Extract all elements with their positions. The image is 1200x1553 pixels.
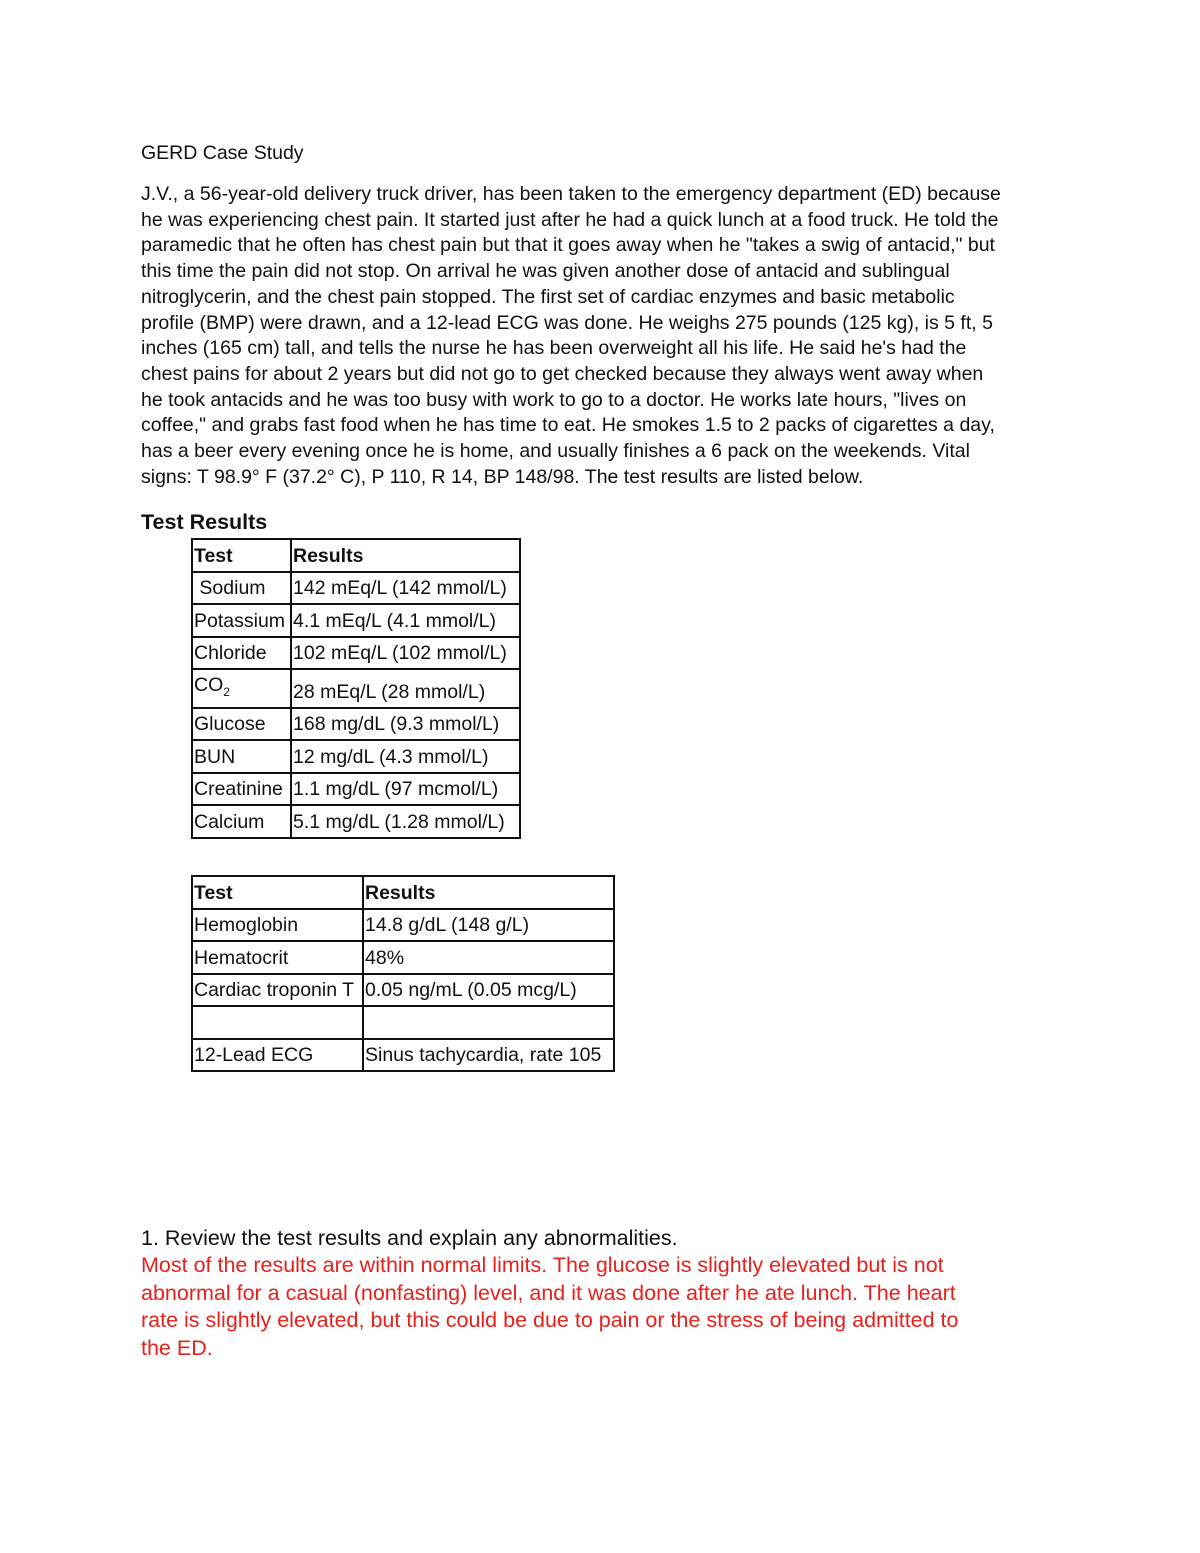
test-name-text: CO bbox=[194, 674, 224, 696]
question-1-prompt: 1. Review the test results and explain any abnormalities. bbox=[141, 1226, 678, 1250]
test-result-cell: 5.1 mg/dL (1.28 mmol/L) bbox=[291, 805, 520, 838]
subscript-text: 2 bbox=[223, 684, 230, 699]
header-results: Results bbox=[363, 876, 614, 909]
answer-line: abnormal for a casual (nonfasting) level, and it was done after he ate lunch. The heart bbox=[141, 1280, 956, 1305]
test-name-cell: Creatinine bbox=[192, 773, 291, 806]
table-header-row bbox=[192, 876, 614, 909]
test-result-cell: 48% bbox=[363, 941, 614, 974]
table-row bbox=[192, 637, 520, 670]
cardiac-hematology-table bbox=[191, 875, 615, 1072]
test-name-cell: BUN bbox=[192, 740, 291, 773]
test-result-cell: 14.8 g/dL (148 g/L) bbox=[363, 909, 614, 942]
case-line: this time the pain did not stop. On arrival he was given another dose of antacid and sublingual bbox=[141, 260, 950, 283]
case-line: signs: T 98.9° F (37.2° C), P 110, R 14, BP 148/98. The test results are listed below. bbox=[141, 465, 864, 488]
case-line: he was experiencing chest pain. It started just after he had a quick lunch at a food truck. He told the bbox=[141, 208, 999, 231]
test-result-cell: 1.1 mg/dL (97 mcmol/L) bbox=[291, 773, 520, 806]
header-test: Test bbox=[192, 539, 291, 572]
test-result-cell: 0.05 ng/mL (0.05 mcg/L) bbox=[363, 974, 614, 1007]
table-row bbox=[192, 572, 520, 605]
table-row bbox=[192, 604, 520, 637]
test-result-cell: 12 mg/dL (4.3 mmol/L) bbox=[291, 740, 520, 773]
test-name-cell: Glucose bbox=[192, 708, 291, 741]
test-name-cell: Cardiac troponin T bbox=[192, 974, 363, 1007]
section-heading-test-results: Test Results bbox=[141, 510, 268, 534]
test-result-cell: 102 mEq/L (102 mmol/L) bbox=[291, 637, 520, 670]
case-line: chest pains for about 2 years but did not go to get checked because they always went away when bbox=[141, 362, 984, 385]
case-line: he took antacids and he was too busy with work to go to a doctor. He works late hours, "lives on bbox=[141, 388, 967, 411]
test-name-cell: Chloride bbox=[192, 637, 291, 670]
test-result-cell bbox=[363, 1006, 614, 1039]
table-row bbox=[192, 740, 520, 773]
answer-line: Most of the results are within normal limits. The glucose is slightly elevated but is not bbox=[141, 1253, 944, 1277]
table-row bbox=[192, 941, 614, 974]
test-name-cell bbox=[192, 1006, 363, 1039]
test-result-cell: 168 mg/dL (9.3 mmol/L) bbox=[291, 708, 520, 741]
table-row bbox=[192, 805, 520, 838]
test-name-cell: Potassium bbox=[192, 604, 291, 637]
table-row bbox=[192, 974, 614, 1007]
case-line: nitroglycerin, and the chest pain stopped. The first set of cardiac enzymes and basic metabolic bbox=[141, 285, 955, 308]
table-row bbox=[192, 773, 520, 806]
question-1-answer bbox=[141, 1252, 1061, 1362]
case-line: coffee," and grabs fast food when he has time to eat. He smokes 1.5 to 2 packs of cigarettes a day, bbox=[141, 414, 995, 437]
case-line: profile (BMP) were drawn, and a 12-lead ECG was done. He weighs 275 pounds (125 kg), is 5 ft, 5 bbox=[141, 311, 993, 334]
test-result-cell: 142 mEq/L (142 mmol/L) bbox=[291, 572, 520, 605]
case-description bbox=[141, 182, 1061, 490]
answer-line: rate is slightly elevated, but this could be due to pain or the stress of being admitted to bbox=[141, 1308, 959, 1332]
test-name-cell: 12-Lead ECG bbox=[192, 1039, 363, 1072]
test-name-cell bbox=[192, 669, 291, 708]
table-row bbox=[192, 708, 520, 741]
test-name-cell: Hemoglobin bbox=[192, 909, 363, 942]
case-line: has a beer every evening once he is home, and usually finishes a 6 pack on the weekends. Vital bbox=[141, 440, 970, 463]
table-row bbox=[192, 1039, 614, 1072]
test-name-cell: Hematocrit bbox=[192, 941, 363, 974]
metabolic-panel-table bbox=[191, 538, 521, 839]
table-header-row bbox=[192, 539, 520, 572]
case-line: paramedic that he often has chest pain but that it goes away when he "takes a swig of antacid," but bbox=[141, 234, 995, 257]
table-row bbox=[192, 909, 614, 942]
test-result-cell: 4.1 mEq/L (4.1 mmol/L) bbox=[291, 604, 520, 637]
case-line: inches (165 cm) tall, and tells the nurse he has been overweight all his life. He said he's had the bbox=[141, 337, 967, 360]
test-result-cell: Sinus tachycardia, rate 105 bbox=[363, 1039, 614, 1072]
document-title: GERD Case Study bbox=[141, 142, 304, 164]
answer-line: the ED. bbox=[141, 1335, 213, 1360]
test-name-cell: Sodium bbox=[192, 572, 291, 605]
table-row bbox=[192, 669, 520, 708]
header-results: Results bbox=[291, 539, 520, 572]
header-test: Test bbox=[192, 876, 363, 909]
table-row-empty bbox=[192, 1006, 614, 1039]
test-name-cell: Calcium bbox=[192, 805, 291, 838]
case-line: J.V., a 56-year-old delivery truck driver, has been taken to the emergency department (ED) because bbox=[141, 183, 1001, 205]
test-result-cell: 28 mEq/L (28 mmol/L) bbox=[291, 669, 520, 708]
